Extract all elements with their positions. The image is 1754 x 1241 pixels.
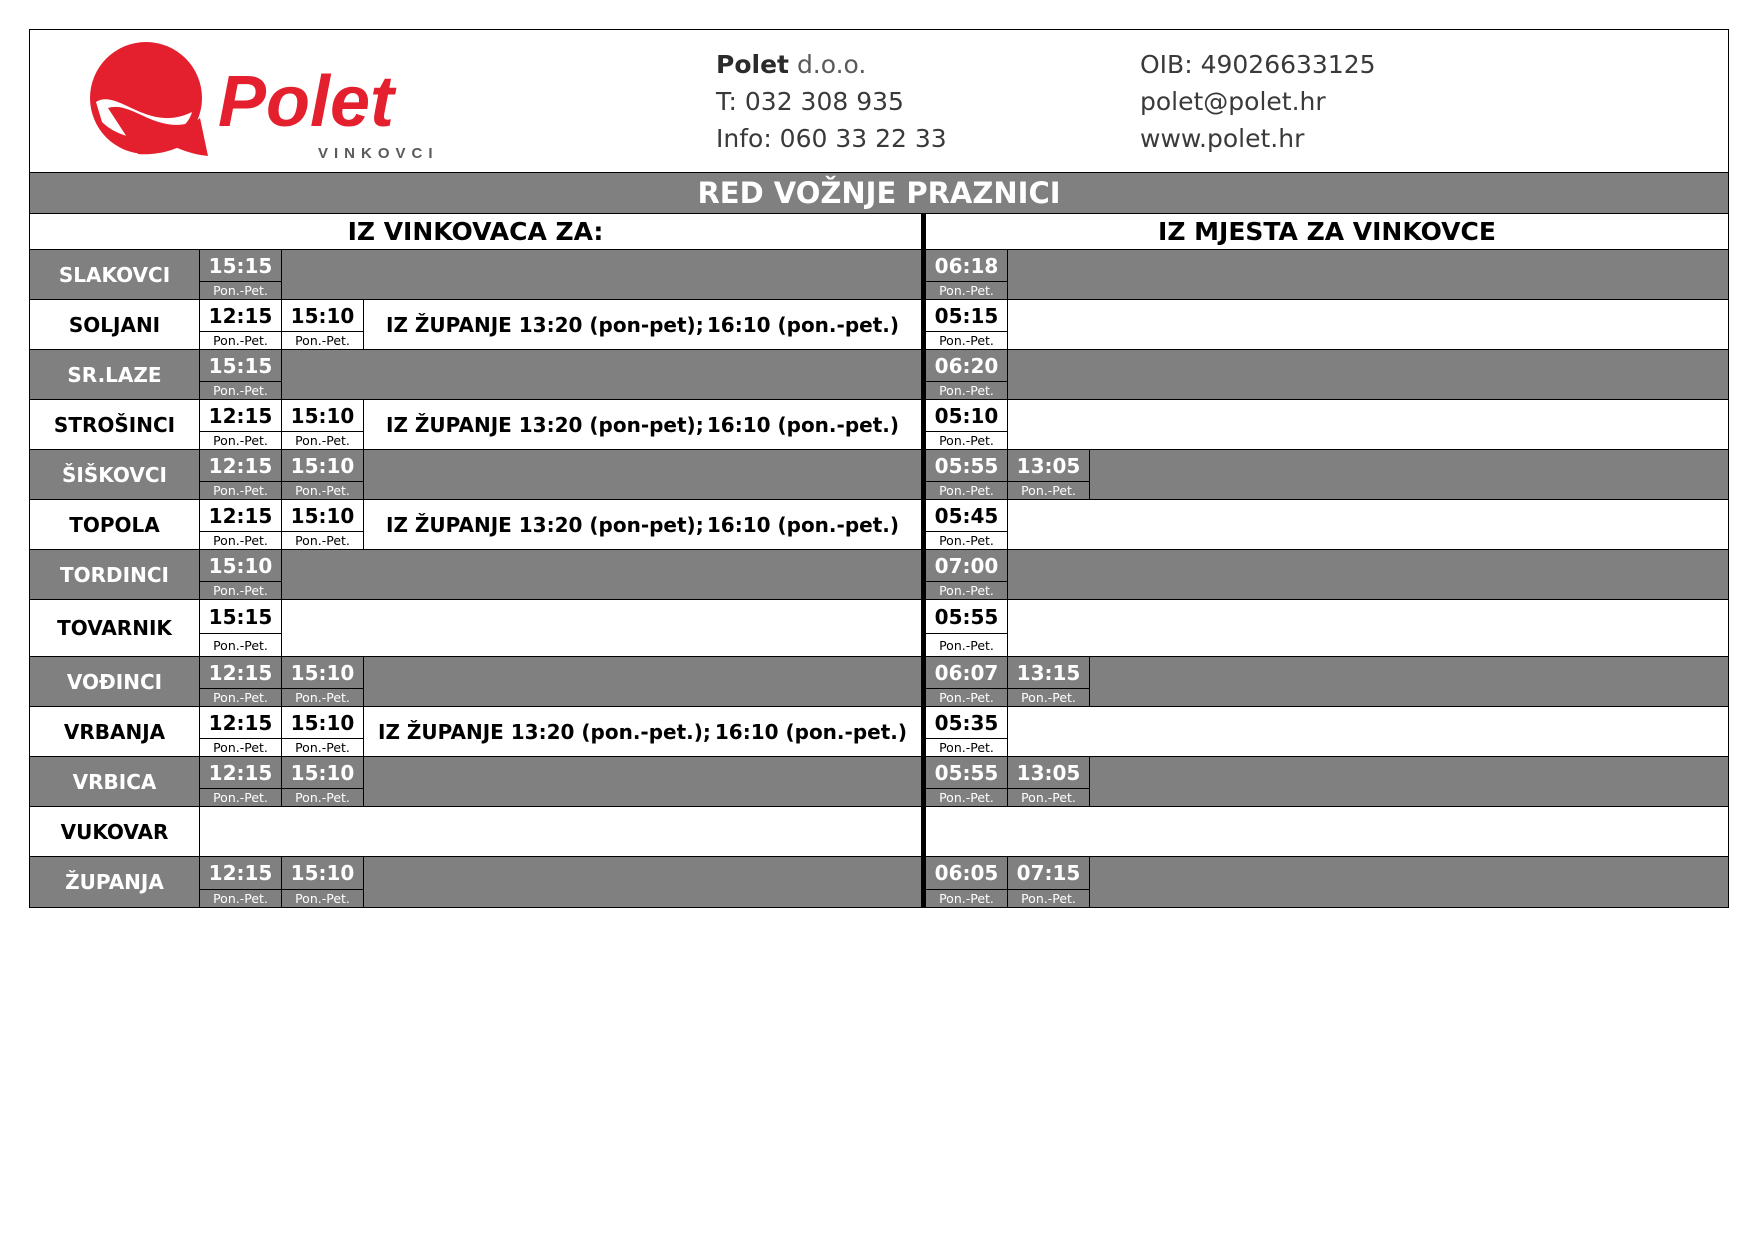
departure-cell: [200, 250, 282, 299]
departure-time: 15:10: [282, 400, 363, 432]
departure-time: 06:05: [926, 857, 1007, 890]
table-row: [30, 857, 1728, 907]
service-days: Pon.-Pet.: [939, 583, 994, 598]
departure-time: 07:15: [1008, 857, 1089, 890]
service-days: Pon.-Pet.: [213, 790, 268, 805]
service-days: Pon.-Pet.: [213, 533, 268, 548]
header: [29, 29, 1729, 173]
arrival-cell: [926, 250, 1008, 299]
departure-time: 15:15: [200, 350, 281, 382]
departure-time: 15:10: [200, 550, 281, 582]
departure-time: 05:55: [926, 600, 1007, 634]
logo-sub: VINKOVCI: [318, 145, 439, 162]
departure-cell: [200, 550, 282, 599]
departures-from-vinkovci: [200, 250, 926, 299]
arrivals-to-vinkovci: [926, 350, 1728, 399]
contact-block-left: [716, 46, 947, 157]
page-title: RED VOŽNJE PRAZNICI: [697, 176, 1061, 210]
departure-time: 05:55: [926, 757, 1007, 789]
table-row: [30, 757, 1728, 807]
service-days: Pon.-Pet.: [939, 483, 994, 498]
departure-time: 12:15: [200, 300, 281, 332]
departure-time: 12:15: [200, 500, 281, 532]
station-name: STROŠINCI: [30, 400, 200, 449]
departure-cell: [200, 300, 282, 349]
service-days: Pon.-Pet.: [939, 383, 994, 398]
table-row: [30, 400, 1728, 450]
connection-note: [364, 500, 921, 549]
service-days: Pon.-Pet.: [213, 637, 268, 653]
arrivals-to-vinkovci: [926, 400, 1728, 449]
table-row: [30, 807, 1728, 857]
departure-cell: [200, 857, 282, 907]
service-days: Pon.-Pet.: [295, 433, 350, 448]
arrival-cell: [1008, 757, 1090, 806]
service-days: Pon.-Pet.: [213, 583, 268, 598]
arrival-cell: [926, 300, 1008, 349]
departures-from-vinkovci: [200, 707, 926, 756]
departure-time: 15:10: [282, 857, 363, 890]
arrivals-to-vinkovci: [926, 657, 1728, 706]
departure-cell: [200, 450, 282, 499]
departure-cell: [282, 657, 364, 706]
service-days: Pon.-Pet.: [295, 891, 350, 906]
service-days: Pon.-Pet.: [295, 533, 350, 548]
departure-time: 12:15: [200, 657, 281, 689]
departures-from-vinkovci: [200, 550, 926, 599]
timetable-page: [29, 29, 1729, 908]
departure-time: 12:15: [200, 757, 281, 789]
arrival-cell: [1008, 450, 1090, 499]
departure-time: 05:10: [926, 400, 1007, 432]
company-suffix: d.o.o.: [796, 50, 867, 79]
email-link[interactable]: polet@polet.hr: [1140, 87, 1326, 116]
departure-time: 12:15: [200, 450, 281, 482]
connection-note: [364, 400, 921, 449]
departures-from-vinkovci: [200, 657, 926, 706]
table-row: [30, 350, 1728, 400]
departure-time: 12:15: [200, 707, 281, 739]
arrival-cell: [926, 350, 1008, 399]
note-zupanja: IZ ŽUPANJE 13:20 (pon.-pet.);: [378, 719, 711, 744]
departure-cell: [282, 450, 364, 499]
service-days: Pon.-Pet.: [213, 891, 268, 906]
departure-cell: [200, 400, 282, 449]
departure-time: 12:15: [200, 857, 281, 890]
departure-cell: [282, 857, 364, 907]
section-headers: [29, 214, 1729, 250]
departures-from-vinkovci: [200, 450, 926, 499]
section-from-vinkovci: IZ VINKOVACA ZA:: [30, 214, 926, 249]
departure-time: 15:10: [282, 500, 363, 532]
timetable-rows: [29, 250, 1729, 908]
service-days: Pon.-Pet.: [213, 740, 268, 755]
contact-block-right: [1140, 46, 1376, 157]
service-days: Pon.-Pet.: [1021, 891, 1076, 906]
departure-cell: [200, 757, 282, 806]
arrival-cell: [1008, 857, 1090, 907]
station-name: VUKOVAR: [30, 807, 200, 856]
departure-cell: [200, 600, 282, 656]
station-name: VOĐINCI: [30, 657, 200, 706]
station-name: SR.LAZE: [30, 350, 200, 399]
departure-cell: [200, 657, 282, 706]
arrivals-to-vinkovci: [926, 550, 1728, 599]
departure-time: 06:20: [926, 350, 1007, 382]
service-days: Pon.-Pet.: [213, 283, 268, 298]
service-days: Pon.-Pet.: [295, 740, 350, 755]
arrival-cell: [926, 500, 1008, 549]
departure-time: 13:05: [1008, 757, 1089, 789]
arrivals-to-vinkovci: [926, 757, 1728, 806]
service-days: Pon.-Pet.: [939, 283, 994, 298]
departures-from-vinkovci: [200, 350, 926, 399]
station-name: SLAKOVCI: [30, 250, 200, 299]
departure-time: 15:10: [282, 450, 363, 482]
departures-from-vinkovci: [200, 300, 926, 349]
table-row: [30, 500, 1728, 550]
departures-from-vinkovci: [200, 757, 926, 806]
service-days: Pon.-Pet.: [939, 790, 994, 805]
arrivals-to-vinkovci: [926, 250, 1728, 299]
departure-cell: [200, 350, 282, 399]
arrivals-to-vinkovci: [926, 857, 1728, 907]
service-days: Pon.-Pet.: [295, 690, 350, 705]
departures-from-vinkovci: [200, 857, 926, 907]
logo-word: Polet: [218, 62, 395, 142]
departure-time: 05:45: [926, 500, 1007, 532]
service-days: Pon.-Pet.: [295, 483, 350, 498]
note-zupanja: IZ ŽUPANJE 13:20 (pon-pet);: [386, 412, 704, 437]
service-days: Pon.-Pet.: [213, 690, 268, 705]
departure-time: 07:00: [926, 550, 1007, 582]
departure-cell: [282, 500, 364, 549]
departures-from-vinkovci: [200, 807, 926, 856]
departures-from-vinkovci: [200, 600, 926, 656]
station-name: ŠIŠKOVCI: [30, 450, 200, 499]
departure-time: 05:55: [926, 450, 1007, 482]
departure-cell: [282, 707, 364, 756]
service-days: Pon.-Pet.: [1021, 690, 1076, 705]
note-second-time: 16:10 (pon.-pet.): [706, 512, 899, 537]
service-days: Pon.-Pet.: [295, 333, 350, 348]
departures-from-vinkovci: [200, 400, 926, 449]
phone-text: T: 032 308 935: [716, 87, 904, 116]
table-row: [30, 707, 1728, 757]
service-days: Pon.-Pet.: [939, 533, 994, 548]
table-row: [30, 450, 1728, 500]
website-link[interactable]: www.polet.hr: [1140, 124, 1305, 153]
departure-time: 13:15: [1008, 657, 1089, 689]
station-name: TOPOLA: [30, 500, 200, 549]
arrival-cell: [926, 857, 1008, 907]
station-name: SOLJANI: [30, 300, 200, 349]
oib-text: OIB: 49026633125: [1140, 50, 1376, 79]
departure-cell: [200, 500, 282, 549]
station-name: ŽUPANJA: [30, 857, 200, 907]
company-name: Polet: [716, 50, 789, 79]
title-bar: [29, 173, 1729, 214]
arrival-cell: [926, 600, 1008, 656]
arrivals-to-vinkovci: [926, 500, 1728, 549]
service-days: Pon.-Pet.: [1021, 483, 1076, 498]
polet-logo: [88, 38, 448, 166]
arrivals-to-vinkovci: [926, 600, 1728, 656]
arrival-cell: [926, 550, 1008, 599]
arrival-cell: [1008, 657, 1090, 706]
arrival-cell: [926, 757, 1008, 806]
connection-note: [364, 300, 921, 349]
table-row: [30, 250, 1728, 300]
arrivals-to-vinkovci: [926, 707, 1728, 756]
service-days: Pon.-Pet.: [939, 891, 994, 906]
departure-time: 15:10: [282, 657, 363, 689]
departure-time: 06:18: [926, 250, 1007, 282]
table-row: [30, 657, 1728, 707]
service-days: Pon.-Pet.: [939, 433, 994, 448]
service-days: Pon.-Pet.: [213, 383, 268, 398]
departure-time: 15:15: [200, 250, 281, 282]
table-row: [30, 300, 1728, 350]
table-row: [30, 600, 1728, 657]
departure-time: 13:05: [1008, 450, 1089, 482]
section-to-vinkovci: IZ MJESTA ZA VINKOVCE: [1158, 217, 1496, 246]
service-days: Pon.-Pet.: [213, 483, 268, 498]
arrival-cell: [926, 450, 1008, 499]
departure-cell: [282, 300, 364, 349]
note-second-time: 16:10 (pon.-pet.): [706, 312, 899, 337]
departure-time: 12:15: [200, 400, 281, 432]
departure-time: 15:10: [282, 707, 363, 739]
service-days: Pon.-Pet.: [1021, 790, 1076, 805]
arrival-cell: [926, 400, 1008, 449]
departure-time: 06:07: [926, 657, 1007, 689]
service-days: Pon.-Pet.: [939, 333, 994, 348]
note-second-time: 16:10 (pon.-pet.): [706, 412, 899, 437]
arrival-cell: [926, 707, 1008, 756]
departure-time: 15:10: [282, 300, 363, 332]
station-name: VRBANJA: [30, 707, 200, 756]
service-days: Pon.-Pet.: [213, 433, 268, 448]
arrivals-to-vinkovci: [926, 807, 1728, 856]
service-days: Pon.-Pet.: [295, 790, 350, 805]
departure-time: 15:10: [282, 757, 363, 789]
departure-cell: [200, 707, 282, 756]
departure-time: 15:15: [200, 600, 281, 634]
service-days: Pon.-Pet.: [939, 637, 994, 653]
arrivals-to-vinkovci: [926, 300, 1728, 349]
station-name: TOVARNIK: [30, 600, 200, 656]
departure-time: 05:15: [926, 300, 1007, 332]
service-days: Pon.-Pet.: [213, 333, 268, 348]
station-name: VRBICA: [30, 757, 200, 806]
company-line: [716, 46, 947, 83]
departure-time: 05:35: [926, 707, 1007, 739]
note-second-time: 16:10 (pon.-pet.): [714, 719, 907, 744]
station-name: TORDINCI: [30, 550, 200, 599]
arrival-cell: [926, 657, 1008, 706]
note-zupanja: IZ ŽUPANJE 13:20 (pon-pet);: [386, 312, 704, 337]
connection-note: [364, 707, 921, 756]
departures-from-vinkovci: [200, 500, 926, 549]
service-days: Pon.-Pet.: [939, 690, 994, 705]
table-row: [30, 550, 1728, 600]
departure-cell: [282, 400, 364, 449]
note-zupanja: IZ ŽUPANJE 13:20 (pon-pet);: [386, 512, 704, 537]
service-days: Pon.-Pet.: [939, 740, 994, 755]
arrivals-to-vinkovci: [926, 450, 1728, 499]
info-phone-text: Info: 060 33 22 33: [716, 124, 947, 153]
departure-cell: [282, 757, 364, 806]
